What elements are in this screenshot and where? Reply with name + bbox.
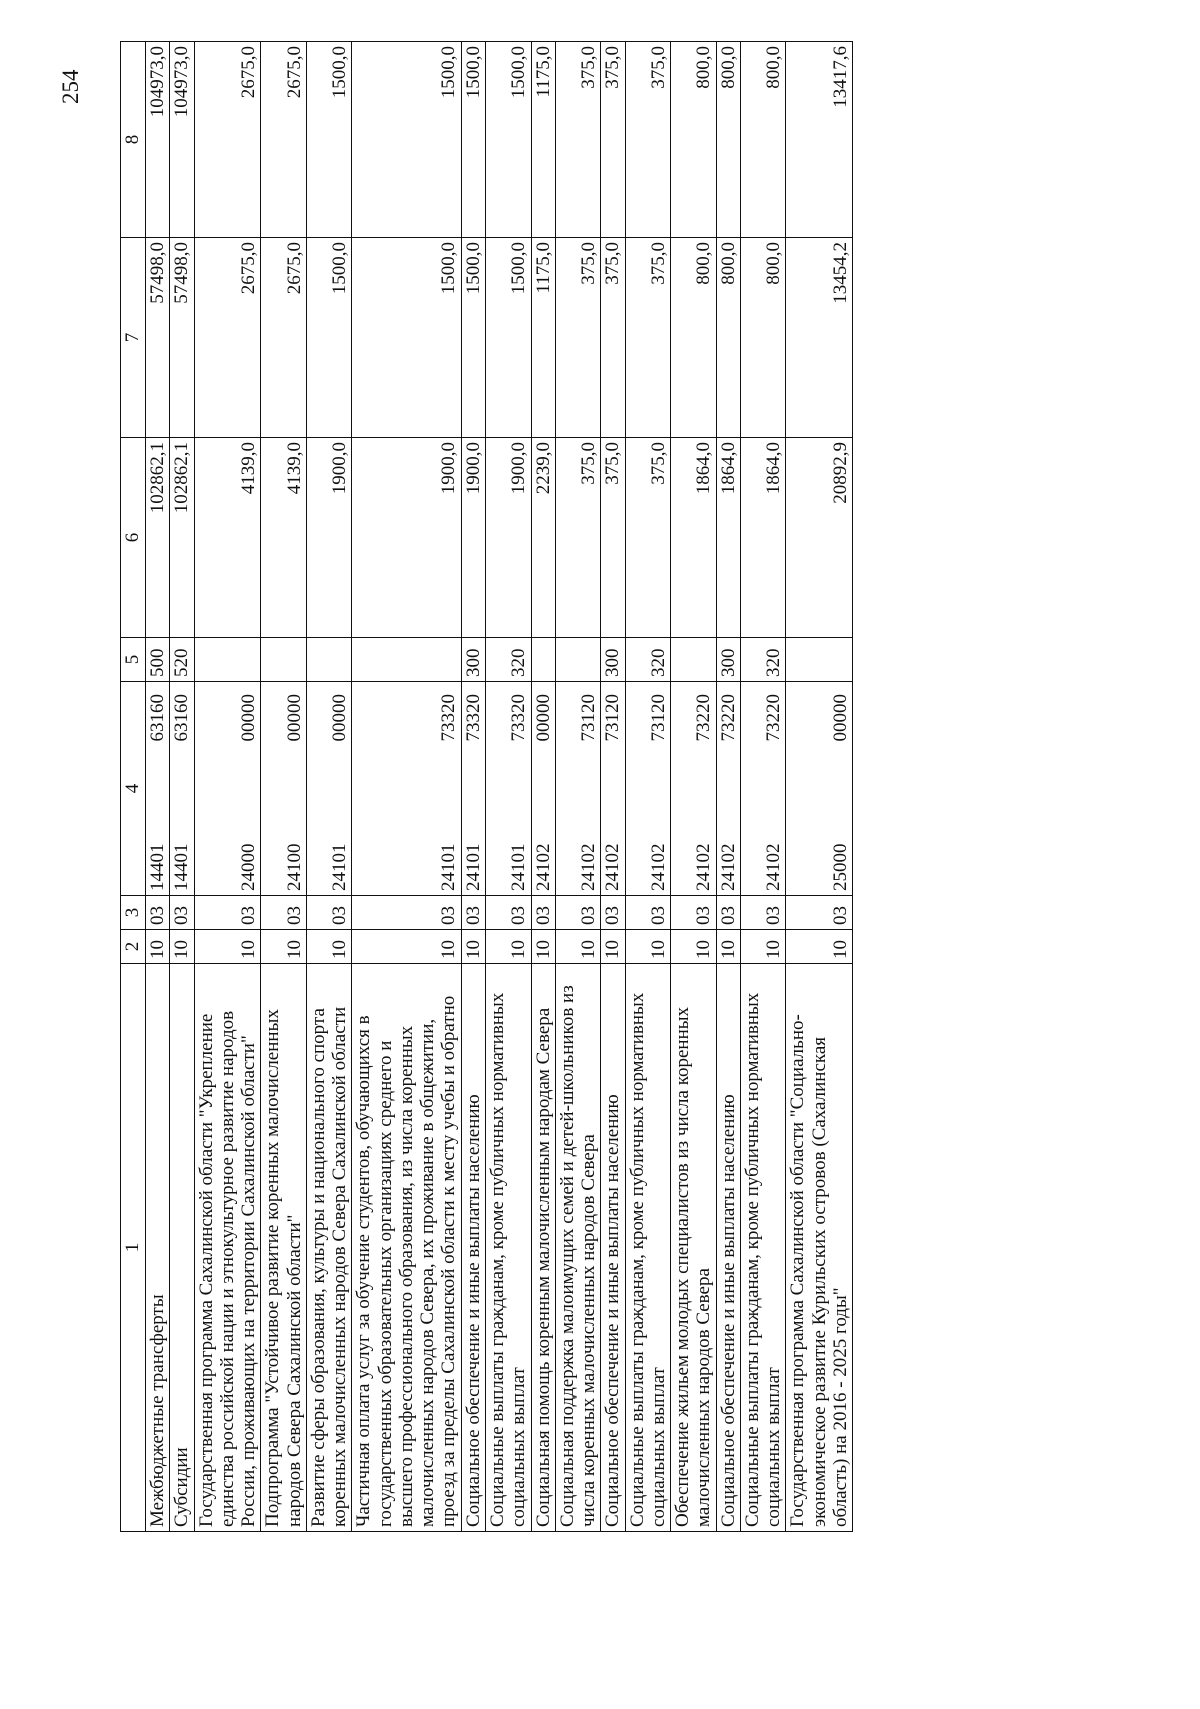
amount-col8-cell: 1500,0	[352, 42, 461, 238]
amount-col6-cell: 1900,0	[461, 438, 485, 638]
amount-col8-cell: 1500,0	[306, 42, 352, 238]
section-code-cell: 10	[740, 930, 786, 964]
direction-code: 00000	[329, 694, 351, 742]
direction-code: 73320	[508, 694, 530, 742]
program-code: 14401	[147, 843, 168, 891]
amount-col8-cell: 1500,0	[461, 42, 485, 238]
amount-col6-cell: 1864,0	[671, 438, 717, 638]
program-code: 14401	[171, 843, 193, 891]
target-article-cell	[261, 682, 307, 896]
amount-col8-cell: 800,0	[740, 42, 786, 238]
section-code-cell: 10	[461, 930, 485, 964]
table-row	[716, 42, 740, 1532]
section-code-cell: 10	[261, 930, 307, 964]
section-code-cell: 10	[306, 930, 352, 964]
table-body	[146, 42, 853, 1532]
program-code: 24102	[693, 843, 715, 891]
program-code: 24000	[238, 843, 260, 891]
expense-type-cell: 300	[601, 638, 625, 682]
direction-code: 73320	[462, 694, 484, 742]
amount-col6-cell: 20892,9	[786, 438, 853, 638]
amount-col8-cell: 1500,0	[485, 42, 531, 238]
row-name-cell: Социальные выплаты гражданам, кроме публичных нормативных социальных выплат	[740, 964, 786, 1532]
direction-code: 73320	[438, 694, 460, 742]
program-code: 24101	[329, 843, 351, 891]
row-name-cell: Социальные выплаты гражданам, кроме публичных нормативных социальных выплат	[625, 964, 671, 1532]
direction-code: 00000	[829, 694, 851, 742]
table-row	[625, 42, 671, 1532]
target-article-cell	[740, 682, 786, 896]
row-name-cell: Социальное обеспечение и иные выплаты населению	[461, 964, 485, 1532]
amount-col8-cell: 800,0	[671, 42, 717, 238]
expense-type-cell	[671, 638, 717, 682]
section-code-cell: 10	[485, 930, 531, 964]
section-code-cell: 10	[625, 930, 671, 964]
target-article-cell	[485, 682, 531, 896]
target-article-cell	[461, 682, 485, 896]
expense-type-cell	[261, 638, 307, 682]
table-row	[194, 42, 261, 1532]
section-code-cell: 10	[671, 930, 717, 964]
row-name-cell: Социальная помощь коренным малочисленным народам Севера	[531, 964, 555, 1532]
expense-type-cell: 320	[740, 638, 786, 682]
page-number-text: 254	[58, 69, 83, 104]
target-article-cell	[555, 682, 601, 896]
amount-col8-cell: 104973,0	[170, 42, 194, 238]
table-row	[740, 42, 786, 1532]
table-row	[261, 42, 307, 1532]
amount-col8-cell: 2675,0	[261, 42, 307, 238]
table-row	[671, 42, 717, 1532]
amount-col6-cell: 1900,0	[352, 438, 461, 638]
direction-code: 63160	[171, 694, 193, 742]
target-article-cell	[625, 682, 671, 896]
column-header: 7	[121, 238, 146, 438]
amount-col8-cell: 2675,0	[194, 42, 261, 238]
amount-col8-cell: 375,0	[555, 42, 601, 238]
program-code: 24102	[647, 843, 669, 891]
amount-col8-cell: 375,0	[601, 42, 625, 238]
amount-col7-cell: 800,0	[671, 238, 717, 438]
amount-col7-cell: 1500,0	[306, 238, 352, 438]
target-article-cell	[786, 682, 853, 896]
table-row	[352, 42, 461, 1532]
subsection-code-cell: 03	[786, 896, 853, 930]
direction-code: 63160	[147, 694, 168, 742]
row-name-cell: Государственная программа Сахалинской области "Укрепление единства российской нации и этнокультурное развитие народов России, проживающих на территории Сахалинской области"	[194, 964, 261, 1532]
program-code: 24102	[763, 843, 785, 891]
table-row	[146, 42, 170, 1532]
subsection-code-cell: 03	[146, 896, 170, 930]
table-row	[485, 42, 531, 1532]
amount-col6-cell: 1864,0	[740, 438, 786, 638]
direction-code: 00000	[532, 694, 554, 742]
target-article-cell	[194, 682, 261, 896]
amount-col6-cell: 375,0	[625, 438, 671, 638]
table-row	[170, 42, 194, 1532]
amount-col7-cell: 800,0	[716, 238, 740, 438]
amount-col7-cell: 2675,0	[261, 238, 307, 438]
target-article-cell	[146, 682, 170, 896]
direction-code: 73120	[602, 694, 624, 742]
section-code-cell: 10	[352, 930, 461, 964]
column-header: 6	[121, 438, 146, 638]
subsection-code-cell: 03	[170, 896, 194, 930]
amount-col6-cell: 375,0	[555, 438, 601, 638]
program-code: 25000	[829, 843, 851, 891]
amount-col8-cell: 375,0	[625, 42, 671, 238]
program-code: 24102	[578, 843, 600, 891]
expense-type-cell	[352, 638, 461, 682]
amount-col7-cell: 1500,0	[352, 238, 461, 438]
section-code-cell: 10	[601, 930, 625, 964]
expense-type-cell	[555, 638, 601, 682]
amount-col8-cell: 104973,0	[146, 42, 170, 238]
amount-col8-cell: 800,0	[716, 42, 740, 238]
column-header: 4	[121, 682, 146, 896]
direction-code: 73220	[693, 694, 715, 742]
table-row	[786, 42, 853, 1532]
expense-type-cell	[194, 638, 261, 682]
amount-col7-cell: 375,0	[625, 238, 671, 438]
subsection-code-cell: 03	[461, 896, 485, 930]
section-code-cell: 10	[146, 930, 170, 964]
expense-type-cell: 520	[170, 638, 194, 682]
amount-col7-cell: 1500,0	[461, 238, 485, 438]
table-row	[601, 42, 625, 1532]
program-code: 24101	[462, 843, 484, 891]
subsection-code-cell: 03	[671, 896, 717, 930]
program-code: 24102	[717, 843, 739, 891]
program-code: 24102	[602, 843, 624, 891]
row-name-cell: Частичная оплата услуг за обучение студентов, обучающихся в государственных образовательных организациях среднего и высшего профессионального образования, из числа коренных малочисленных народов Севера, их проживание в общежитии, проезд за пределы Сахалинской области к месту учебы и обратно	[352, 964, 461, 1532]
direction-code: 00000	[283, 694, 305, 742]
table-header	[121, 42, 146, 1532]
subsection-code-cell: 03	[261, 896, 307, 930]
program-code: 24101	[438, 843, 460, 891]
row-name-cell: Социальная поддержка малоимущих семей и детей-школьников из числа коренных малочисленных народов Севера	[555, 964, 601, 1532]
subsection-code-cell: 03	[740, 896, 786, 930]
rotated-table-sheet	[120, 42, 1130, 1532]
program-code: 24101	[508, 843, 530, 891]
subsection-code-cell: 03	[485, 896, 531, 930]
amount-col6-cell: 375,0	[601, 438, 625, 638]
page-number	[50, 0, 95, 1709]
program-code: 24100	[283, 843, 305, 891]
amount-col7-cell: 375,0	[601, 238, 625, 438]
direction-code: 73120	[578, 694, 600, 742]
column-header: 5	[121, 638, 146, 682]
amount-col7-cell: 1175,0	[531, 238, 555, 438]
target-article-cell	[671, 682, 717, 896]
target-article-cell	[352, 682, 461, 896]
subsection-code-cell: 03	[194, 896, 261, 930]
amount-col7-cell: 13454,2	[786, 238, 853, 438]
subsection-code-cell: 03	[625, 896, 671, 930]
amount-col7-cell: 1500,0	[485, 238, 531, 438]
expense-type-cell: 320	[625, 638, 671, 682]
row-name-cell: Обеспечение жильем молодых специалистов из числа коренных малочисленных народов Севера	[671, 964, 717, 1532]
table-row	[461, 42, 485, 1532]
row-name-cell: Межбюджетные трансферты	[146, 964, 170, 1532]
expense-type-cell: 300	[716, 638, 740, 682]
direction-code: 73220	[763, 694, 785, 742]
section-code-cell: 10	[194, 930, 261, 964]
program-code: 24102	[532, 843, 554, 891]
column-header: 2	[121, 930, 146, 964]
amount-col7-cell: 2675,0	[194, 238, 261, 438]
amount-col7-cell: 57498,0	[146, 238, 170, 438]
amount-col6-cell: 4139,0	[261, 438, 307, 638]
subsection-code-cell: 03	[352, 896, 461, 930]
row-name-cell: Социальные выплаты гражданам, кроме публичных нормативных социальных выплат	[485, 964, 531, 1532]
column-header: 8	[121, 42, 146, 238]
amount-col6-cell: 2239,0	[531, 438, 555, 638]
amount-col6-cell: 4139,0	[194, 438, 261, 638]
row-name-cell: Социальное обеспечение и иные выплаты населению	[716, 964, 740, 1532]
target-article-cell	[306, 682, 352, 896]
expense-type-cell: 500	[146, 638, 170, 682]
budget-table	[120, 41, 853, 1532]
amount-col6-cell: 1864,0	[716, 438, 740, 638]
expense-type-cell: 300	[461, 638, 485, 682]
row-name-cell: Государственная программа Сахалинской области "Социально-экономическое развитие Курильских островов (Сахалинская область) на 2016 - 2025 годы"	[786, 964, 853, 1532]
expense-type-cell	[786, 638, 853, 682]
amount-col7-cell: 57498,0	[170, 238, 194, 438]
direction-code: 73120	[647, 694, 669, 742]
amount-col6-cell: 102862,1	[146, 438, 170, 638]
row-name-cell: Развитие сферы образования, культуры и национального спорта коренных малочисленных народов Севера Сахалинской области	[306, 964, 352, 1532]
subsection-code-cell: 03	[601, 896, 625, 930]
amount-col7-cell: 800,0	[740, 238, 786, 438]
amount-col8-cell: 1175,0	[531, 42, 555, 238]
expense-type-cell	[306, 638, 352, 682]
amount-col8-cell: 13417,6	[786, 42, 853, 238]
target-article-cell	[716, 682, 740, 896]
amount-col6-cell: 1900,0	[485, 438, 531, 638]
column-header: 3	[121, 896, 146, 930]
target-article-cell	[601, 682, 625, 896]
amount-col6-cell: 102862,1	[170, 438, 194, 638]
table-row	[555, 42, 601, 1532]
expense-type-cell	[531, 638, 555, 682]
subsection-code-cell: 03	[306, 896, 352, 930]
header-row	[121, 42, 146, 1532]
amount-col6-cell: 1900,0	[306, 438, 352, 638]
section-code-cell: 10	[170, 930, 194, 964]
row-name-cell: Субсидии	[170, 964, 194, 1532]
subsection-code-cell: 03	[531, 896, 555, 930]
row-name-cell: Социальное обеспечение и иные выплаты населению	[601, 964, 625, 1532]
subsection-code-cell: 03	[555, 896, 601, 930]
amount-col7-cell: 375,0	[555, 238, 601, 438]
target-article-cell	[170, 682, 194, 896]
section-code-cell: 10	[531, 930, 555, 964]
target-article-cell	[531, 682, 555, 896]
column-header: 1	[121, 964, 146, 1532]
table-row	[531, 42, 555, 1532]
direction-code: 73220	[717, 694, 739, 742]
section-code-cell: 10	[786, 930, 853, 964]
expense-type-cell: 320	[485, 638, 531, 682]
section-code-cell: 10	[716, 930, 740, 964]
table-row	[306, 42, 352, 1532]
direction-code: 00000	[238, 694, 260, 742]
row-name-cell: Подпрограмма "Устойчивое развитие коренных малочисленных народов Севера Сахалинской области"	[261, 964, 307, 1532]
section-code-cell: 10	[555, 930, 601, 964]
subsection-code-cell: 03	[716, 896, 740, 930]
